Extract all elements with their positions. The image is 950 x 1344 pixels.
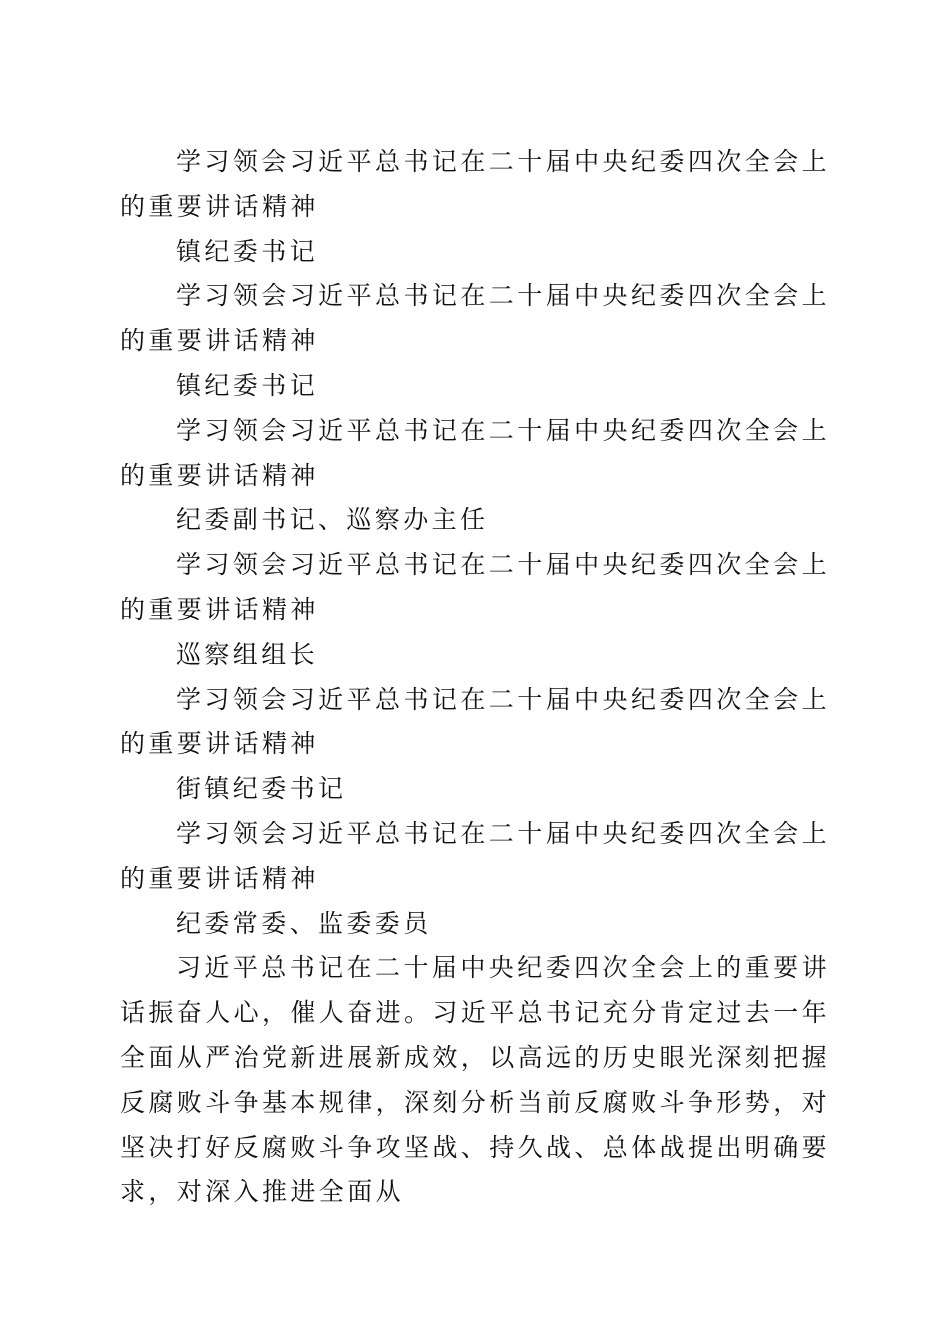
section-title: 学习领会习近平总书记在二十届中央纪委四次全会上的重要讲话精神 [120, 415, 830, 490]
author-title: 街镇纪委书记 [176, 774, 347, 804]
document-body [120, 140, 830, 1215]
author-title: 纪委常委、监委委员 [176, 908, 432, 938]
body-paragraph: 习近平总书记在二十届中央纪委四次全会上的重要讲话振奋人心，催人奋进。习近平总书记充分肯定过去一年全面从严治党新进展新成效，以高远的历史眼光深刻把握反腐败斗争基本规律，深刻分析当前反腐败斗争形势，对坚决打好反腐败斗争攻坚战、持久战、总体战提出明确要求，对深入推进全面从 [120, 953, 831, 1207]
section-title: 学习领会习近平总书记在二十届中央纪委四次全会上的重要讲话精神 [120, 818, 830, 893]
author-title: 纪委副书记、巡察办主任 [176, 505, 489, 535]
section-title: 学习领会习近平总书记在二十届中央纪委四次全会上的重要讲话精神 [120, 550, 830, 624]
section-title: 学习领会习近平总书记在二十届中央纪委四次全会上的重要讲话精神 [120, 684, 830, 759]
section-title: 学习领会习近平总书记在二十届中央纪委四次全会上的重要讲话精神 [120, 147, 830, 221]
author-title: 镇纪委书记 [176, 236, 319, 266]
author-title: 镇纪委书记 [176, 370, 319, 400]
author-title: 巡察组组长 [176, 639, 319, 669]
section-title: 学习领会习近平总书记在二十届中央纪委四次全会上的重要讲话精神 [120, 281, 830, 356]
